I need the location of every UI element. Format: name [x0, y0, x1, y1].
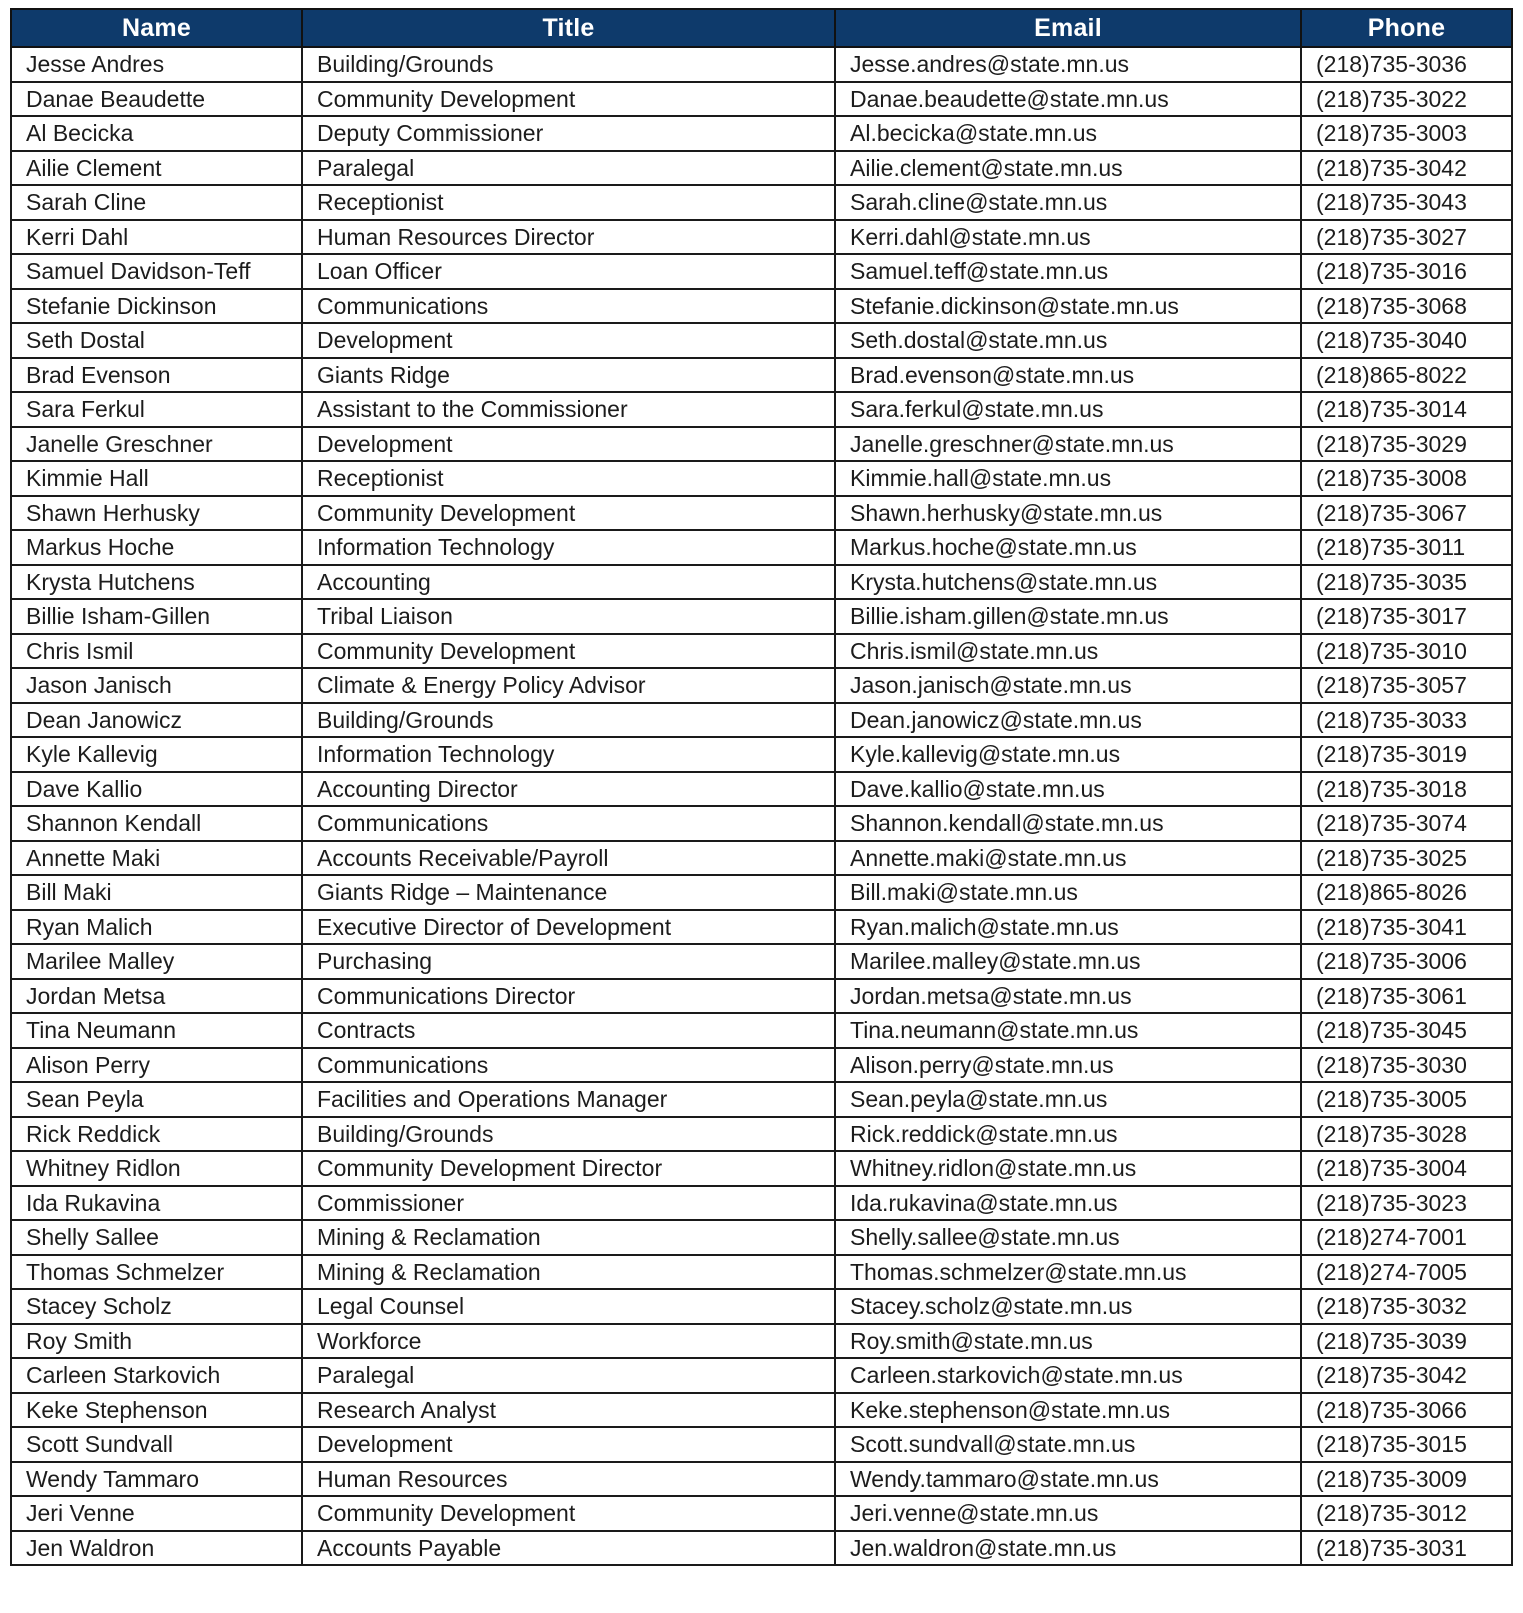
cell-title: Community Development [302, 496, 835, 531]
cell-email[interactable]: Al.becicka@state.mn.us [835, 116, 1301, 151]
cell-phone: (218)865-8026 [1301, 875, 1512, 910]
table-row [11, 979, 1512, 1014]
cell-title: Receptionist [302, 461, 835, 496]
table-row [11, 875, 1512, 910]
cell-phone: (218)735-3030 [1301, 1048, 1512, 1083]
cell-name: Sarah Cline [11, 185, 302, 220]
table-row [11, 944, 1512, 979]
cell-name: Roy Smith [11, 1324, 302, 1359]
cell-email[interactable]: Ida.rukavina@state.mn.us [835, 1186, 1301, 1221]
cell-phone: (218)735-3006 [1301, 944, 1512, 979]
cell-title: Contracts [302, 1013, 835, 1048]
cell-name: Jason Janisch [11, 668, 302, 703]
cell-name: Jen Waldron [11, 1531, 302, 1566]
cell-name: Jesse Andres [11, 47, 302, 82]
cell-title: Accounting Director [302, 772, 835, 807]
cell-title: Development [302, 1427, 835, 1462]
cell-email[interactable]: Shelly.sallee@state.mn.us [835, 1220, 1301, 1255]
cell-title: Information Technology [302, 737, 835, 772]
cell-title: Communications Director [302, 979, 835, 1014]
cell-phone: (218)735-3015 [1301, 1427, 1512, 1462]
table-row [11, 427, 1512, 462]
cell-email[interactable]: Jordan.metsa@state.mn.us [835, 979, 1301, 1014]
cell-title: Communications [302, 289, 835, 324]
cell-email[interactable]: Wendy.tammaro@state.mn.us [835, 1462, 1301, 1497]
cell-name: Dave Kallio [11, 772, 302, 807]
cell-email[interactable]: Kerri.dahl@state.mn.us [835, 220, 1301, 255]
cell-name: Janelle Greschner [11, 427, 302, 462]
cell-name: Ida Rukavina [11, 1186, 302, 1221]
table-row [11, 1117, 1512, 1152]
cell-name: Shannon Kendall [11, 806, 302, 841]
cell-phone: (218)274-7005 [1301, 1255, 1512, 1290]
cell-phone: (218)735-3028 [1301, 1117, 1512, 1152]
cell-phone: (218)735-3005 [1301, 1082, 1512, 1117]
cell-title: Building/Grounds [302, 47, 835, 82]
table-row [11, 1013, 1512, 1048]
cell-phone: (218)735-3036 [1301, 47, 1512, 82]
cell-email[interactable]: Sean.peyla@state.mn.us [835, 1082, 1301, 1117]
cell-email[interactable]: Markus.hoche@state.mn.us [835, 530, 1301, 565]
cell-phone: (218)735-3031 [1301, 1531, 1512, 1566]
cell-phone: (218)735-3023 [1301, 1186, 1512, 1221]
cell-name: Kimmie Hall [11, 461, 302, 496]
cell-name: Sara Ferkul [11, 392, 302, 427]
table-row [11, 1186, 1512, 1221]
table-row [11, 910, 1512, 945]
cell-name: Brad Evenson [11, 358, 302, 393]
cell-name: Krysta Hutchens [11, 565, 302, 600]
cell-title: Giants Ridge – Maintenance [302, 875, 835, 910]
cell-email[interactable]: Sarah.cline@state.mn.us [835, 185, 1301, 220]
cell-name: Jordan Metsa [11, 979, 302, 1014]
cell-email[interactable]: Billie.isham.gillen@state.mn.us [835, 599, 1301, 634]
cell-name: Ailie Clement [11, 151, 302, 186]
table-row [11, 634, 1512, 669]
table-row [11, 1220, 1512, 1255]
cell-name: Sean Peyla [11, 1082, 302, 1117]
table-row [11, 841, 1512, 876]
cell-email[interactable]: Samuel.teff@state.mn.us [835, 254, 1301, 289]
cell-title: Development [302, 427, 835, 462]
table-row [11, 254, 1512, 289]
cell-phone: (218)735-3003 [1301, 116, 1512, 151]
cell-title: Executive Director of Development [302, 910, 835, 945]
cell-email[interactable]: Bill.maki@state.mn.us [835, 875, 1301, 910]
table-row [11, 289, 1512, 324]
table-row [11, 1324, 1512, 1359]
cell-phone: (218)735-3018 [1301, 772, 1512, 807]
cell-name: Marilee Malley [11, 944, 302, 979]
cell-title: Accounts Payable [302, 1531, 835, 1566]
cell-email[interactable]: Thomas.schmelzer@state.mn.us [835, 1255, 1301, 1290]
cell-phone: (218)735-3042 [1301, 1358, 1512, 1393]
cell-phone: (218)735-3010 [1301, 634, 1512, 669]
cell-title: Community Development [302, 634, 835, 669]
cell-title: Community Development [302, 82, 835, 117]
cell-name: Carleen Starkovich [11, 1358, 302, 1393]
column-header-phone: Phone [1301, 9, 1512, 47]
cell-email[interactable]: Brad.evenson@state.mn.us [835, 358, 1301, 393]
cell-email[interactable]: Roy.smith@state.mn.us [835, 1324, 1301, 1359]
cell-title: Tribal Liaison [302, 599, 835, 634]
table-row [11, 1289, 1512, 1324]
cell-phone: (218)735-3032 [1301, 1289, 1512, 1324]
cell-title: Workforce [302, 1324, 835, 1359]
cell-email[interactable]: Whitney.ridlon@state.mn.us [835, 1151, 1301, 1186]
cell-title: Giants Ridge [302, 358, 835, 393]
cell-title: Information Technology [302, 530, 835, 565]
cell-name: Shawn Herhusky [11, 496, 302, 531]
table-row [11, 1255, 1512, 1290]
cell-name: Billie Isham-Gillen [11, 599, 302, 634]
cell-title: Purchasing [302, 944, 835, 979]
table-row [11, 358, 1512, 393]
cell-email[interactable]: Ryan.malich@state.mn.us [835, 910, 1301, 945]
cell-email[interactable]: Shawn.herhusky@state.mn.us [835, 496, 1301, 531]
cell-phone: (218)735-3057 [1301, 668, 1512, 703]
cell-title: Communications [302, 1048, 835, 1083]
table-row [11, 737, 1512, 772]
cell-email[interactable]: Jesse.andres@state.mn.us [835, 47, 1301, 82]
cell-email[interactable]: Scott.sundvall@state.mn.us [835, 1427, 1301, 1462]
cell-name: Thomas Schmelzer [11, 1255, 302, 1290]
cell-title: Communications [302, 806, 835, 841]
cell-title: Receptionist [302, 185, 835, 220]
table-row [11, 47, 1512, 82]
cell-email[interactable]: Krysta.hutchens@state.mn.us [835, 565, 1301, 600]
cell-phone: (218)735-3068 [1301, 289, 1512, 324]
cell-phone: (218)735-3061 [1301, 979, 1512, 1014]
table-row [11, 82, 1512, 117]
cell-title: Community Development Director [302, 1151, 835, 1186]
cell-phone: (218)735-3011 [1301, 530, 1512, 565]
cell-title: Deputy Commissioner [302, 116, 835, 151]
cell-phone: (218)735-3017 [1301, 599, 1512, 634]
cell-title: Human Resources Director [302, 220, 835, 255]
cell-name: Keke Stephenson [11, 1393, 302, 1428]
table-row [11, 220, 1512, 255]
table-row [11, 1393, 1512, 1428]
cell-name: Alison Perry [11, 1048, 302, 1083]
cell-phone: (218)735-3029 [1301, 427, 1512, 462]
table-row [11, 772, 1512, 807]
cell-title: Facilities and Operations Manager [302, 1082, 835, 1117]
table-row [11, 151, 1512, 186]
cell-title: Mining & Reclamation [302, 1255, 835, 1290]
cell-phone: (218)735-3014 [1301, 392, 1512, 427]
cell-phone: (218)735-3012 [1301, 1496, 1512, 1531]
cell-email[interactable]: Janelle.greschner@state.mn.us [835, 427, 1301, 462]
cell-email[interactable]: Sara.ferkul@state.mn.us [835, 392, 1301, 427]
cell-email[interactable]: Keke.stephenson@state.mn.us [835, 1393, 1301, 1428]
column-header-title: Title [302, 9, 835, 47]
cell-phone: (218)735-3033 [1301, 703, 1512, 738]
cell-phone: (218)735-3039 [1301, 1324, 1512, 1359]
cell-phone: (218)735-3025 [1301, 841, 1512, 876]
cell-name: Annette Maki [11, 841, 302, 876]
cell-email[interactable]: Jen.waldron@state.mn.us [835, 1531, 1301, 1566]
table-row [11, 1496, 1512, 1531]
cell-name: Rick Reddick [11, 1117, 302, 1152]
cell-name: Chris Ismil [11, 634, 302, 669]
table-row [11, 323, 1512, 358]
cell-email[interactable]: Shannon.kendall@state.mn.us [835, 806, 1301, 841]
cell-name: Whitney Ridlon [11, 1151, 302, 1186]
cell-email[interactable]: Jeri.venne@state.mn.us [835, 1496, 1301, 1531]
cell-phone: (218)735-3045 [1301, 1013, 1512, 1048]
cell-title: Legal Counsel [302, 1289, 835, 1324]
cell-name: Samuel Davidson-Teff [11, 254, 302, 289]
table-row [11, 565, 1512, 600]
cell-name: Al Becicka [11, 116, 302, 151]
cell-phone: (218)735-3027 [1301, 220, 1512, 255]
cell-phone: (218)735-3022 [1301, 82, 1512, 117]
cell-phone: (218)274-7001 [1301, 1220, 1512, 1255]
table-row [11, 1048, 1512, 1083]
cell-phone: (218)735-3074 [1301, 806, 1512, 841]
table-row [11, 461, 1512, 496]
table-body [11, 47, 1512, 1565]
cell-phone: (218)735-3009 [1301, 1462, 1512, 1497]
cell-title: Building/Grounds [302, 703, 835, 738]
cell-phone: (218)735-3035 [1301, 565, 1512, 600]
column-header-name: Name [11, 9, 302, 47]
cell-title: Commissioner [302, 1186, 835, 1221]
cell-email[interactable]: Ailie.clement@state.mn.us [835, 151, 1301, 186]
cell-phone: (218)735-3066 [1301, 1393, 1512, 1428]
table-row [11, 703, 1512, 738]
cell-phone: (218)735-3008 [1301, 461, 1512, 496]
cell-name: Shelly Sallee [11, 1220, 302, 1255]
cell-email[interactable]: Annette.maki@state.mn.us [835, 841, 1301, 876]
cell-email[interactable]: Jason.janisch@state.mn.us [835, 668, 1301, 703]
cell-name: Seth Dostal [11, 323, 302, 358]
cell-name: Bill Maki [11, 875, 302, 910]
table-row [11, 1151, 1512, 1186]
table-row [11, 116, 1512, 151]
cell-phone: (218)735-3041 [1301, 910, 1512, 945]
cell-phone: (218)865-8022 [1301, 358, 1512, 393]
cell-phone: (218)735-3019 [1301, 737, 1512, 772]
cell-email[interactable]: Kimmie.hall@state.mn.us [835, 461, 1301, 496]
cell-name: Ryan Malich [11, 910, 302, 945]
table-row [11, 1462, 1512, 1497]
cell-email[interactable]: Rick.reddick@state.mn.us [835, 1117, 1301, 1152]
cell-email[interactable]: Dean.janowicz@state.mn.us [835, 703, 1301, 738]
cell-phone: (218)735-3043 [1301, 185, 1512, 220]
cell-phone: (218)735-3004 [1301, 1151, 1512, 1186]
table-row [11, 185, 1512, 220]
cell-title: Paralegal [302, 1358, 835, 1393]
cell-title: Research Analyst [302, 1393, 835, 1428]
cell-title: Community Development [302, 1496, 835, 1531]
cell-email[interactable]: Alison.perry@state.mn.us [835, 1048, 1301, 1083]
cell-email[interactable]: Tina.neumann@state.mn.us [835, 1013, 1301, 1048]
table-row [11, 1082, 1512, 1117]
column-header-email: Email [835, 9, 1301, 47]
cell-title: Mining & Reclamation [302, 1220, 835, 1255]
cell-email[interactable]: Seth.dostal@state.mn.us [835, 323, 1301, 358]
cell-title: Loan Officer [302, 254, 835, 289]
cell-title: Climate & Energy Policy Advisor [302, 668, 835, 703]
cell-email[interactable]: Carleen.starkovich@state.mn.us [835, 1358, 1301, 1393]
header-row [11, 9, 1512, 47]
cell-title: Accounting [302, 565, 835, 600]
cell-phone: (218)735-3040 [1301, 323, 1512, 358]
cell-email[interactable]: Danae.beaudette@state.mn.us [835, 82, 1301, 117]
cell-title: Accounts Receivable/Payroll [302, 841, 835, 876]
cell-email[interactable]: Dave.kallio@state.mn.us [835, 772, 1301, 807]
cell-name: Kerri Dahl [11, 220, 302, 255]
cell-name: Markus Hoche [11, 530, 302, 565]
cell-name: Scott Sundvall [11, 1427, 302, 1462]
table-row [11, 530, 1512, 565]
cell-title: Development [302, 323, 835, 358]
cell-title: Human Resources [302, 1462, 835, 1497]
cell-phone: (218)735-3067 [1301, 496, 1512, 531]
table-row [11, 392, 1512, 427]
cell-email[interactable]: Stefanie.dickinson@state.mn.us [835, 289, 1301, 324]
table-row [11, 806, 1512, 841]
cell-name: Jeri Venne [11, 1496, 302, 1531]
cell-email[interactable]: Stacey.scholz@state.mn.us [835, 1289, 1301, 1324]
cell-title: Paralegal [302, 151, 835, 186]
cell-name: Wendy Tammaro [11, 1462, 302, 1497]
cell-name: Tina Neumann [11, 1013, 302, 1048]
cell-title: Building/Grounds [302, 1117, 835, 1152]
table-row [11, 1531, 1512, 1566]
table-row [11, 1358, 1512, 1393]
cell-name: Stefanie Dickinson [11, 289, 302, 324]
cell-name: Dean Janowicz [11, 703, 302, 738]
cell-name: Kyle Kallevig [11, 737, 302, 772]
cell-email[interactable]: Kyle.kallevig@state.mn.us [835, 737, 1301, 772]
staff-directory-table [10, 8, 1513, 1566]
cell-email[interactable]: Marilee.malley@state.mn.us [835, 944, 1301, 979]
cell-name: Danae Beaudette [11, 82, 302, 117]
cell-name: Stacey Scholz [11, 1289, 302, 1324]
table-row [11, 668, 1512, 703]
table-header [11, 9, 1512, 47]
cell-title: Assistant to the Commissioner [302, 392, 835, 427]
table-row [11, 1427, 1512, 1462]
table-row [11, 496, 1512, 531]
table-row [11, 599, 1512, 634]
cell-email[interactable]: Chris.ismil@state.mn.us [835, 634, 1301, 669]
cell-phone: (218)735-3016 [1301, 254, 1512, 289]
cell-phone: (218)735-3042 [1301, 151, 1512, 186]
